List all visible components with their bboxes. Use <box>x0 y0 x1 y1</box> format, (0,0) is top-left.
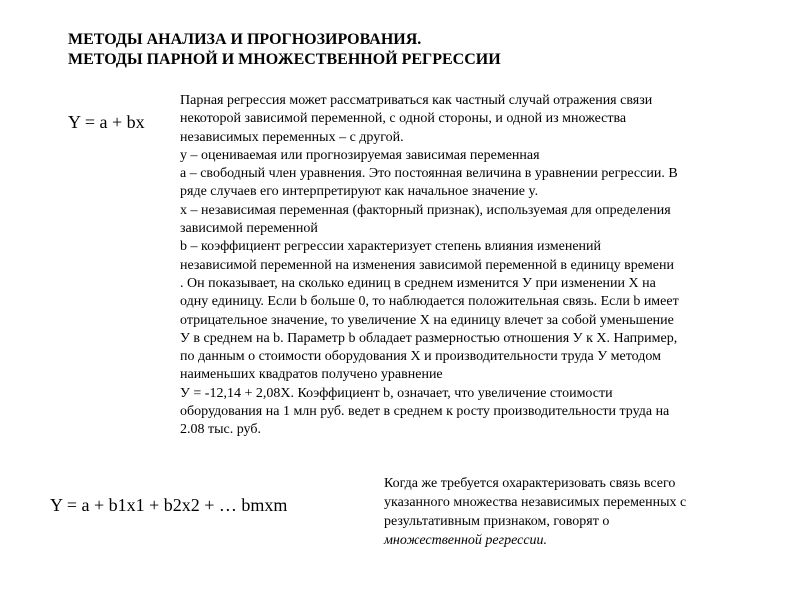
text-line: b – коэффициент регрессии характеризует степень влияния изменений <box>180 239 602 255</box>
text-line: ряде случаев его интерпретируют как начальное значение y. <box>180 184 539 200</box>
text-line: Парная регрессия может рассматриваться как частный случай отражения связи <box>180 93 653 108</box>
text-line: результативным признаком, говорят о <box>384 514 610 529</box>
text-line: независимых переменных – с другой. <box>180 129 404 145</box>
text-line: . Он показывает, на сколько единиц в среднем изменится У при изменении Х на <box>180 275 656 291</box>
text-line: a – свободный член уравнения. Это постоянная величина в уравнении регрессии. В <box>180 166 678 182</box>
text-line: некоторой зависимой переменной, с одной стороны, и одной из множества <box>180 111 627 127</box>
text-line: 2.08 тыс. руб. <box>180 422 261 438</box>
text-line: x – независимая переменная (факторный признак), используемая для определения <box>180 202 671 218</box>
pair-regression-formula: Y = a + bx <box>68 112 145 132</box>
text-line: по данным о стоимости оборудования Х и производительности труда У методом <box>180 349 661 365</box>
multiple-regression-term: множественной регрессии. <box>384 533 548 548</box>
text-line: Когда же требуется охарактеризовать связь всего <box>384 476 676 491</box>
text-line: независимой переменной на изменения зависимой переменной в единицу времени <box>180 257 674 273</box>
text-line: указанного множества независимых переменных с <box>384 495 687 510</box>
page-title <box>68 30 501 70</box>
text-line: зависимой переменной <box>180 221 318 237</box>
text-line: У в среднем на b. Параметр b обладает размерностью отношения У к Х. Например, <box>180 330 678 346</box>
text-line: оборудования на 1 млн руб. ведет в среднем к росту производительности труда на <box>180 404 670 420</box>
multiple-regression-formula: Y = a + b1x1 + b2x2 + … bmxm <box>50 495 288 515</box>
pair-regression-description <box>180 92 740 440</box>
text-line: У = -12,14 + 2,08Х. Коэффициент b, означает, что увеличение стоимости <box>180 385 613 401</box>
text-line: отрицательное значение, то увеличение Х на единицу влечет за собой уменьшение <box>180 312 674 328</box>
text-line: одну единицу. Если b больше 0, то наблюдается положительная связь. Если b имеет <box>180 294 679 310</box>
title-line-2: МЕТОДЫ ПАРНОЙ И МНОЖЕСТВЕННОЙ РЕГРЕССИИ <box>68 51 501 68</box>
title-line-1: МЕТОДЫ АНАЛИЗА И ПРОГНОЗИРОВАНИЯ. <box>68 31 422 48</box>
multiple-regression-description <box>384 474 764 550</box>
text-line: наименьших квадратов получено уравнение <box>180 367 443 383</box>
text-line: y – оцениваемая или прогнозируемая зависимая переменная <box>180 147 540 163</box>
